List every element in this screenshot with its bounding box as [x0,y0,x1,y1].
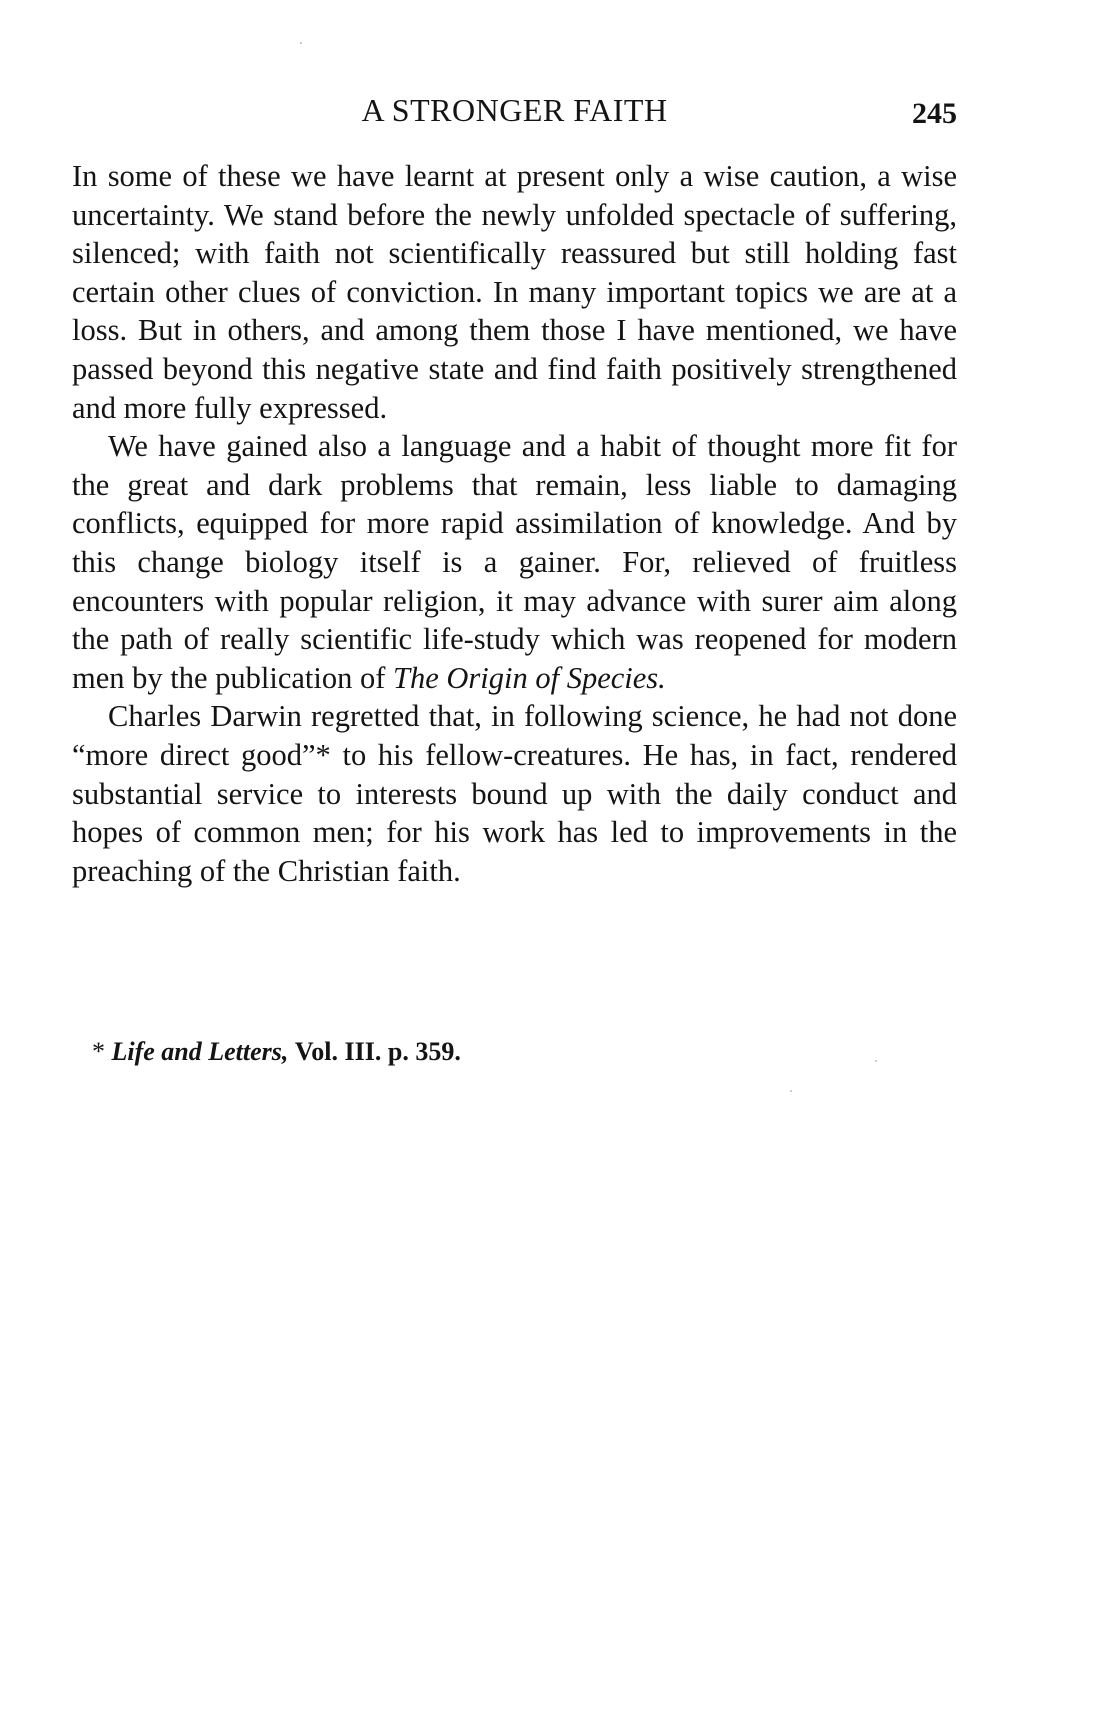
footnote-marker: * [92,1037,105,1066]
paragraph-1 [72,157,957,427]
running-head [72,90,957,140]
footnote [92,1035,892,1069]
footnote-reference: Vol. III. p. 359. [294,1037,461,1066]
book-title-origin-of-species: The Origin of Species. [393,660,666,695]
paragraph-3-text: Charles Darwin regretted that, in following science, he had not done “more direct good”* to his fellow-creatures. He has, in fact, rendered substantial service to interests bound up with the daily conduct and hopes of common men; for his work has led to improvements in the preaching of the Christian faith. [72,699,957,888]
paragraph-1-text: In some of these we have learnt at present only a wise caution, a wise uncertainty. We stand before the newly unfolded spectacle of suffering, silenced; with faith not scientifically reassured but still holding fast certain other clues of conviction. In many important topics we are at a loss. But in others, and among them those I have mentioned, we have passed beyond this negative state and find faith positively strengthened and more fully expressed. [72,159,957,425]
scan-speck [790,1090,792,1092]
running-title: A STRONGER FAITH [361,92,668,128]
scan-speck [875,1060,877,1062]
page-number: 245 [912,97,957,130]
paragraph-3 [72,697,957,890]
paragraph-2 [72,427,957,697]
body-text [72,157,957,890]
paragraph-2-text: We have gained also a language and a habit of thought more fit for the great and dark problems that remain, less liable to damaging conflicts, equipped for more rapid assimilation of knowledge. And by this change biology itself is a gainer. For, relieved of fruitless encounters with popular religion, it may advance with surer aim along the path of really scientific life-study which was reopened for modern men by the publication of [72,429,957,695]
footnote-source: Life and Letters, [111,1037,289,1066]
scan-speck [300,42,302,44]
